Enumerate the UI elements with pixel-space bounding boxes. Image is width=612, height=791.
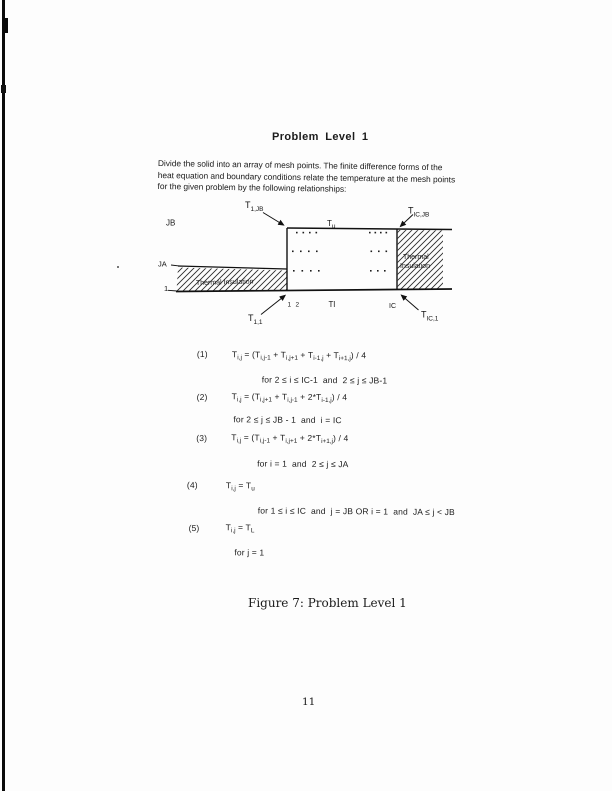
equation-expression: $T_{i,j} = T_L$ <box>225 522 255 535</box>
label-jb: JB <box>166 218 176 228</box>
equation-expression: $T_{i,j} = (T_{i,j-1} + T_{i,j+1} + T_{i-1,j} + T_{i+1,j}) / 4$ <box>231 348 367 363</box>
equation-condition: for 2 ≤ j ≤ JB - 1 and i = IC <box>233 414 342 426</box>
equation-number: (1) <box>196 349 208 360</box>
paragraph-line: heat equation and boundary conditions relate the temperature at the mesh points <box>157 169 456 184</box>
equation-expression: $T_{i,j} = (T_{i,j+1} + T_{i,j-1} + 2*T_{i-1,j}) / 4$ <box>231 391 348 405</box>
equation-number: (5) <box>188 522 200 533</box>
label-thermal-right-line1: Thermal <box>403 254 429 261</box>
label-t1jb: $T_{1,JB}$ <box>245 200 264 213</box>
label-tick-2: 2 <box>295 301 300 309</box>
equation-condition: for 1 ≤ i ≤ IC and j = JB OR i = 1 and JA ≤ j < JB <box>257 504 455 517</box>
label-tic1: $T_{IC,1}$ <box>421 309 439 323</box>
page-title: Problem Level 1 <box>272 131 369 143</box>
label-tl: Tl <box>328 300 336 309</box>
equation-condition: for i = 1 and 2 ≤ j ≤ JA <box>257 458 349 470</box>
equation-number: (3) <box>196 432 208 443</box>
label-tick-1: 1 <box>287 301 292 309</box>
paragraph-line: Divide the solid into an array of mesh points. The finite difference forms of the <box>157 158 443 173</box>
page-number: 11 <box>302 696 316 708</box>
equation-condition: for 2 ≤ i ≤ IC-1 and 2 ≤ j ≤ JB-1 <box>261 374 388 386</box>
label-thermal-right-line2: Insulation <box>400 263 430 270</box>
label-row-one: 1 <box>164 284 169 293</box>
label-ticjb: $T_{IC,JB}$ <box>408 205 430 219</box>
label-tu: $T_u$ <box>327 219 336 230</box>
figure-caption: Figure 7: Problem Level 1 <box>248 596 407 610</box>
equation-expression: $T_{i,j} = T_u$ <box>225 479 255 493</box>
equation-expression: $T_{i,j} = (T_{i,j-1} + T_{i,j+1} + 2*T_{i+1,j}) / 4$ <box>231 432 349 446</box>
equation-condition: for j = 1 <box>234 546 265 558</box>
equation-number: (2) <box>196 391 208 402</box>
label-ja: JA <box>158 259 167 269</box>
paragraph-line: for the given problem by the following relationships: <box>157 180 347 194</box>
label-t11: $T_{1,1}$ <box>248 313 263 326</box>
label-ic: IC <box>389 303 396 310</box>
equation-number: (4) <box>186 479 198 491</box>
label-thermal-insulation-left: Thermal Insulation <box>195 278 254 287</box>
